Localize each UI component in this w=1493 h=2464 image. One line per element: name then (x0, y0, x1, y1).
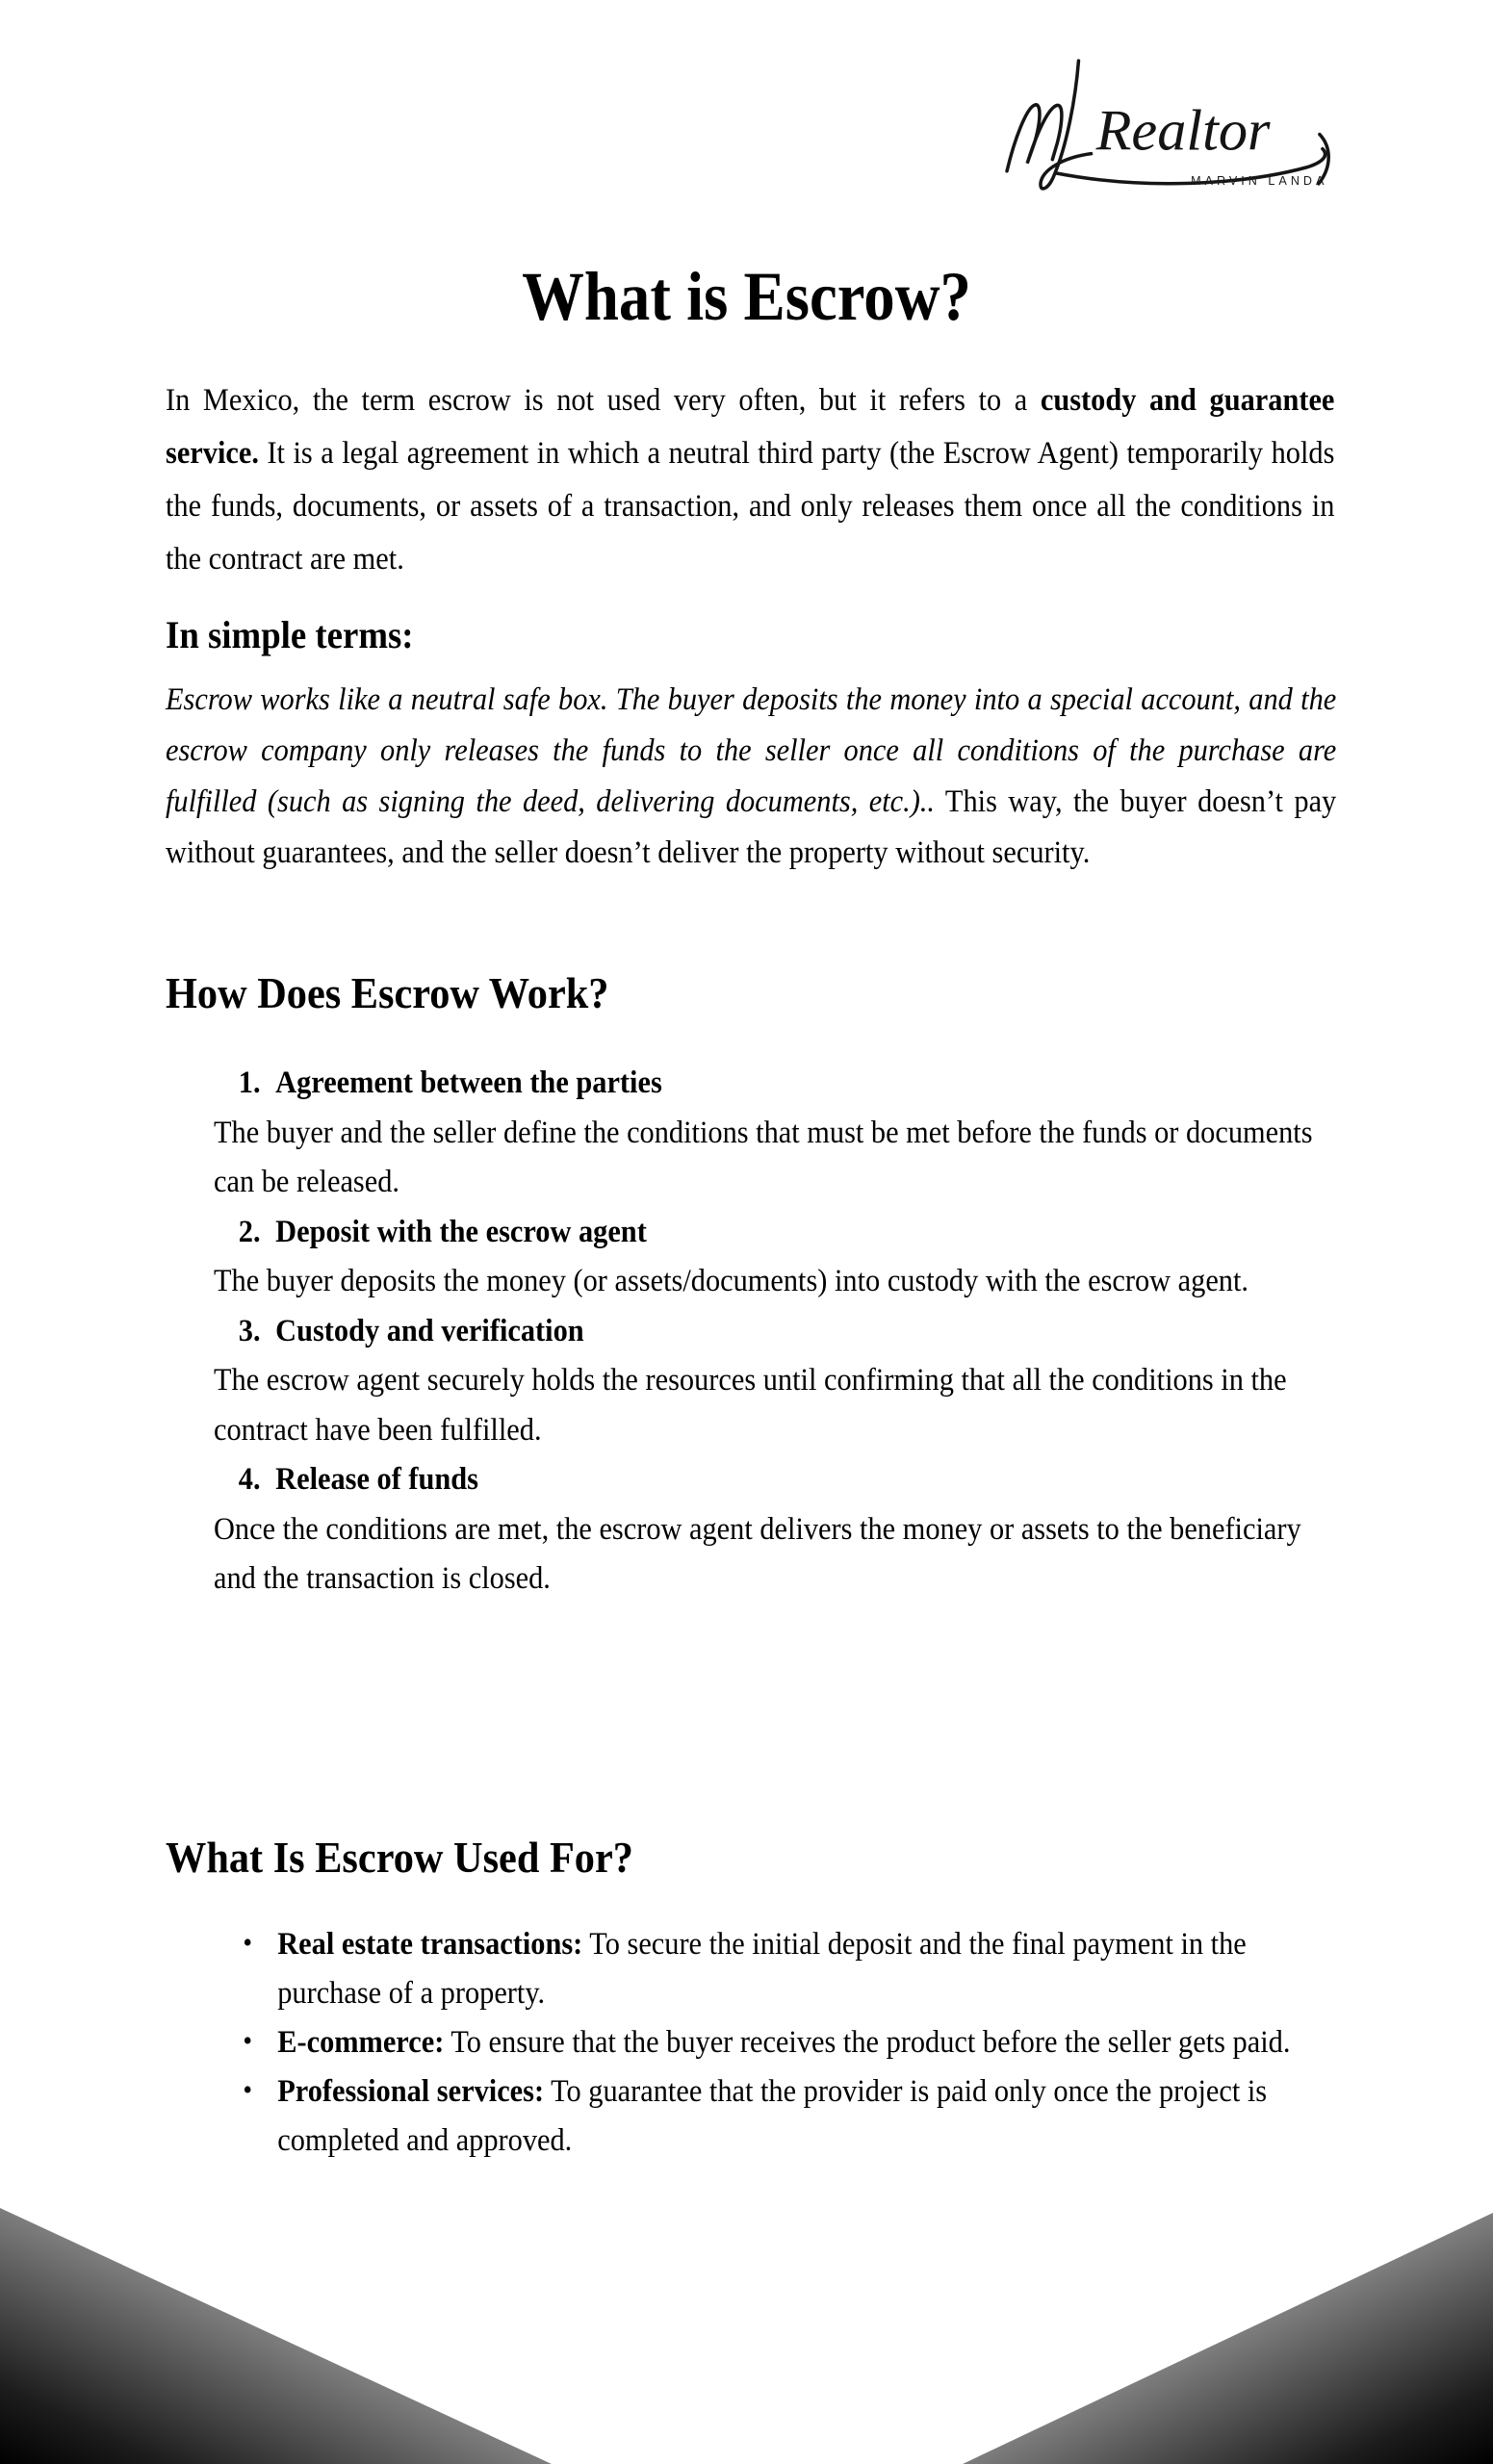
step-title-text: Custody and verification (275, 1313, 584, 1348)
footer-gradient-right-wedge (963, 2213, 1493, 2464)
step-number: 1. (238, 1065, 261, 1100)
intro-paragraph (166, 374, 1334, 586)
bullet-label: Real estate transactions: (277, 1927, 583, 1962)
logo-marvin-landa-text: MARVIN LANDA (1191, 173, 1328, 188)
bullet-icon: • (243, 2074, 253, 2106)
bullet-text: To secure the initial deposit and the final payment in the purchase of a property. (277, 1927, 1247, 2011)
step-number: 4. (238, 1462, 261, 1497)
list-item-real-estate (214, 1920, 1337, 2018)
step-item-2 (214, 1208, 1331, 1307)
used-for-heading: What Is Escrow Used For? (166, 1833, 633, 1882)
step-description: The escrow agent securely holds the resources until confirming that all the conditions in the contract have been fulfilled. (214, 1363, 1287, 1448)
step-title (214, 1307, 1331, 1357)
logo-realtor-text: Realtor (1095, 98, 1271, 164)
step-number: 2. (238, 1214, 261, 1249)
bullet-icon: • (243, 2025, 253, 2057)
used-for-list (214, 1920, 1337, 2166)
step-title (214, 1455, 1331, 1505)
logo-ml-monogram (1007, 61, 1091, 189)
intro-bold-text: custody and guarantee service. (166, 383, 1335, 471)
bullet-label: Professional services: (277, 2074, 545, 2109)
intro-text-start: In Mexico, the term escrow is not used very often, but it refers to a (166, 383, 1041, 418)
intro-text-end: It is a legal agreement in which a neutral third party (the Escrow Agent) temporarily holds the funds, documents, or assets of a transaction, and only releases them once all the conditions in the contract are met. (166, 436, 1335, 577)
step-item-4 (214, 1455, 1331, 1604)
footer-gradient-left-wedge (0, 2208, 552, 2464)
how-it-works-heading: How Does Escrow Work? (166, 968, 609, 1017)
step-description: The buyer deposits the money (or assets/documents) into custody with the escrow agent. (214, 1264, 1249, 1298)
bullet-icon: • (243, 1927, 253, 1959)
list-item-ecommerce (214, 2018, 1337, 2067)
step-item-3 (214, 1307, 1331, 1456)
step-title-text: Release of funds (275, 1462, 479, 1497)
ml-realtor-logo (999, 48, 1338, 200)
step-description: The buyer and the seller define the conditions that must be met before the funds or documents can be released. (214, 1115, 1313, 1199)
simple-terms-italic-text: Escrow works like a neutral safe box. The buyer deposits the money into a special account, and the escrow company only releases the funds to the seller once all conditions of the purchase are fulfilled (such as signing the deed, delivering documents, etc.).. (166, 682, 1337, 819)
list-item-professional-services (214, 2067, 1337, 2166)
page-title: What is Escrow? (522, 258, 971, 335)
simple-terms-paragraph (166, 675, 1336, 879)
step-title (214, 1208, 1331, 1258)
step-item-1 (214, 1059, 1331, 1208)
step-number: 3. (238, 1313, 261, 1348)
step-description: Once the conditions are met, the escrow agent delivers the money or assets to the beneficiary and the transaction is closed. (214, 1511, 1301, 1596)
escrow-steps-list (214, 1059, 1331, 1604)
simple-terms-regular-text: This way, the buyer doesn’t pay without guarantees, and the seller doesn’t deliver the property without security. (166, 784, 1337, 870)
bullet-text: To ensure that the buyer receives the product before the seller gets paid. (444, 2025, 1291, 2060)
simple-terms-heading: In simple terms: (166, 613, 414, 656)
step-title-text: Agreement between the parties (275, 1065, 662, 1100)
step-title (214, 1059, 1331, 1109)
step-title-text: Deposit with the escrow agent (275, 1214, 647, 1249)
bullet-label: E-commerce: (277, 2025, 445, 2060)
bullet-text: To guarantee that the provider is paid only once the project is completed and approved. (277, 2074, 1268, 2158)
